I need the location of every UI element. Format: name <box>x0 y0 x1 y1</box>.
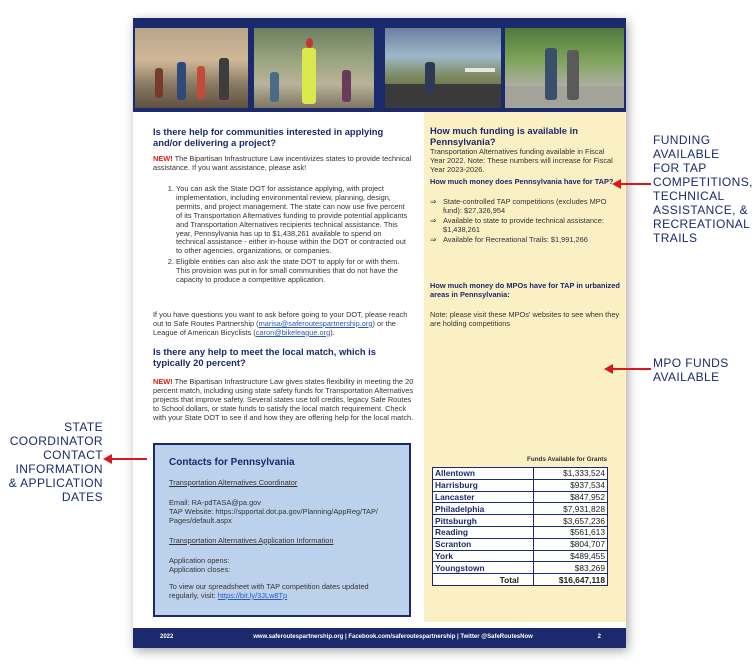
sidebar-intro: Transportation Alternatives funding available in Fiscal Year 2022. Note: These numbers will increase for Fiscal Year 2023-2026. <box>430 147 613 174</box>
list-item: ⇒ State-controlled TAP competitions (excludes MPO fund): $27,326,954 <box>430 197 607 215</box>
photo-bike-lane <box>385 28 501 108</box>
sidebar-note: Note: please visit these MPOs' websites to see when they are holding competitions <box>430 310 620 328</box>
table-row: York $489,455 <box>433 550 608 562</box>
application-opens: Application opens: <box>169 556 230 565</box>
annotation-state-coordinator: STATE COORDINATOR CONTACT INFORMATION & APPLICATION DATES <box>8 420 103 504</box>
application-closes: Application closes: <box>169 565 231 574</box>
tap-website-line1: TAP Website: https://spportal.dot.pa.gov/Planning/AppReg/TAP/ <box>169 507 378 516</box>
photo-trail-walkers <box>505 28 624 108</box>
arrow-funding <box>619 183 651 185</box>
footer-links: www.saferoutespartnership.org | Facebook.com/saferoutespartnership | Twitter @SafeRoutesNow <box>253 634 533 640</box>
coordinator-heading: Transportation Alternatives Coordinator <box>169 478 298 487</box>
spreadsheet-link[interactable]: https://bit.ly/3JLw8Tp <box>217 591 288 600</box>
header-bar <box>133 18 626 26</box>
contacts-title: Contacts for Pennsylvania <box>169 457 295 468</box>
arrow-mpo <box>613 368 651 370</box>
question-help-intro: NEW! The Bipartisan Infrastructure Law incentivizes states to provide technical assistance. If you want assistance, please ask! <box>153 154 412 172</box>
arrow-state <box>112 458 147 460</box>
table-row: Pittsburgh $3,657,236 <box>433 515 608 527</box>
arrowhead-state-icon <box>103 454 112 464</box>
contacts-box <box>153 443 411 617</box>
table-total-row: Total $16,647,118 <box>433 574 608 586</box>
table-row: Scranton $804,707 <box>433 538 608 550</box>
grants-table-title: Funds Available for Grants <box>527 456 608 463</box>
assistance-list <box>161 185 412 287</box>
application-info-heading: Transportation Alternatives Application Information <box>169 536 334 545</box>
local-match-heading: Is there any help to meet the local match, which is typically 20 percent? <box>153 346 376 368</box>
annotation-mpo: MPO FUNDS AVAILABLE <box>653 356 729 384</box>
table-row: Allentown $1,333,524 <box>433 468 608 480</box>
photo-kids-biking <box>135 28 248 108</box>
question-help-heading: Is there help for communities interested in applying and/or delivering a project? <box>153 126 384 148</box>
sidebar-subheading-mpo: How much money do MPOs have for TAP in urbanized areas in Pennsylvania: <box>430 281 620 299</box>
footer-year: 2022 <box>160 634 174 640</box>
funding-sidebar <box>424 112 626 622</box>
list-item: ⇒ Available for Recreational Trails: $1,991,266 <box>430 234 588 244</box>
table-row: Reading $561,613 <box>433 526 608 538</box>
footer-page-number: 2 <box>597 634 601 640</box>
tap-website-line2: Pages/default.aspx <box>169 516 232 525</box>
arrow-icon: ⇒ <box>430 215 437 225</box>
document-page <box>133 18 626 648</box>
list-item: 2. Eligible entities can also ask the state DOT to apply for or with them. This provision was put in for small communities that do not have the capacity to produce a competitive application. <box>176 258 412 285</box>
spreadsheet-text-line1: To view our spreadsheet with TAP competition dates updated <box>169 582 369 591</box>
table-row: Youngstown $83,269 <box>433 562 608 574</box>
table-row: Lancaster $847,952 <box>433 491 608 503</box>
table-row: Philadelphia $7,931,828 <box>433 503 608 515</box>
arrowhead-mpo-icon <box>604 364 613 374</box>
spreadsheet-text-line2: regularly, visit: https://bit.ly/3JLw8Tp <box>169 591 288 600</box>
arrow-icon: ⇒ <box>430 197 437 206</box>
photo-banner <box>133 26 626 112</box>
photo-crossing-guard <box>254 28 374 108</box>
email-link-marisa[interactable]: marisa@saferoutespartnership.org <box>258 318 373 328</box>
email-link-caron[interactable]: caron@bikeleague.org <box>255 327 331 337</box>
local-match-body: NEW! The Bipartisan Infrastructure Law gives states flexibility in meeting the 20 percent match, including using state safety funds for Transportation Alternatives projects that improve safety. Several states use toll credits, legacy Safe Routes to School dollars, or state funds to satisfy the local match requirement. Check with your State DOT to see if and how they are offering help for the local match. <box>153 377 414 422</box>
funding-bullet-list <box>430 198 620 246</box>
arrowhead-funding-icon <box>612 179 621 189</box>
sidebar-title: How much funding is available in Pennsylvania? <box>430 125 578 147</box>
list-item: ⇒ Available to state to provide technical assistance: $1,438,261 <box>430 215 604 234</box>
coordinator-email: Email: RA-pdTASA@pa.gov <box>169 498 261 507</box>
sidebar-subheading-tap: How much money does Pennsylvania have for TAP? <box>430 177 614 186</box>
page-footer <box>133 628 626 648</box>
grants-table <box>432 467 608 586</box>
annotation-funding: FUNDING AVAILABLE FOR TAP COMPETITIONS, TECHNICAL ASSISTANCE, & RECREATIONAL TRAILS <box>653 133 753 245</box>
arrow-icon: ⇒ <box>430 234 437 244</box>
contact-questions-text: If you have questions you want to ask before going to your DOT, please reach out to Safe Routes Partnership (marisa@saferoutespartnership.org) or the League of American Bicyclists (caron@bikeleague.org). <box>153 310 408 337</box>
list-item: 1. You can ask the State DOT for assistance applying, with project implementation, including environmental review, planning, design, permits, and project management. The state can now use five percent of its Transportation Alternatives funding to provide potential applicants and Transportation Alternatives recipients technical assistance. This year, Pennsylvania has up to $1,438,261 available to spend on technical assistance - either in-house within the DOT or contracted out to other agencies, organizations, or companies. <box>176 185 412 256</box>
table-row: Harrisburg $937,534 <box>433 479 608 491</box>
